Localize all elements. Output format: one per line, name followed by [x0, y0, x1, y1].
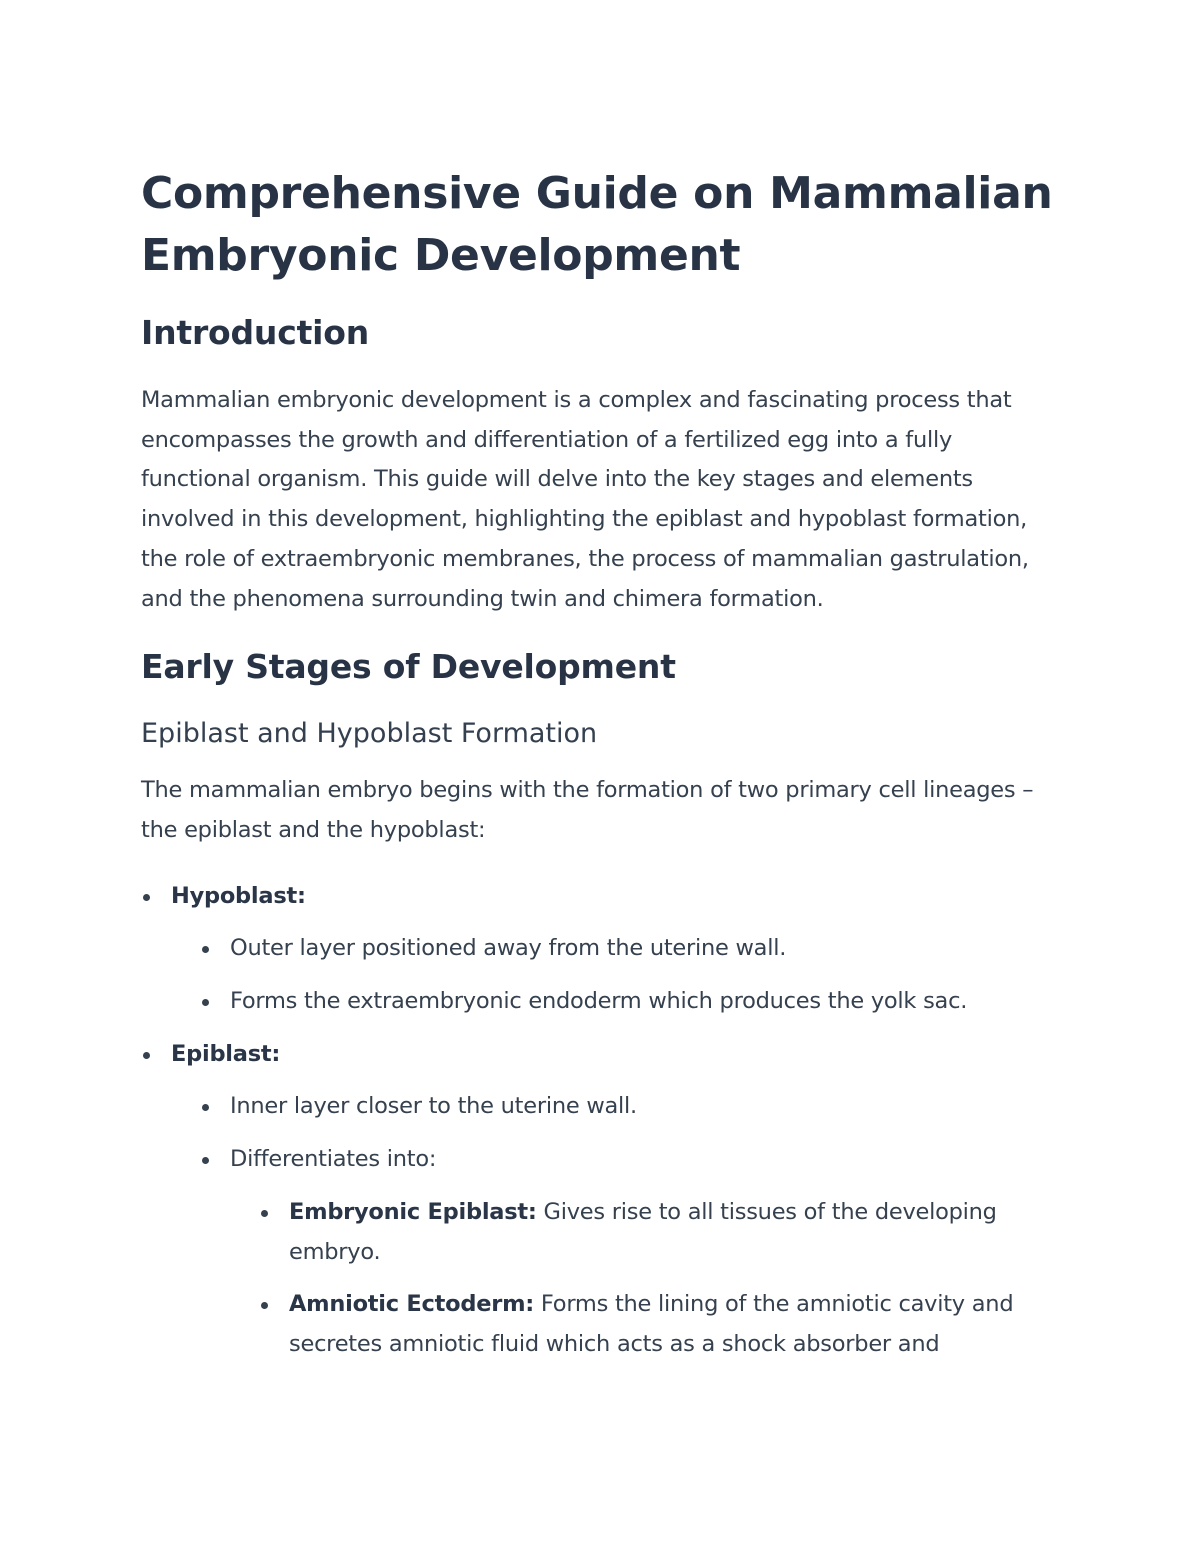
hypoblast-sublist [200, 929, 1061, 1021]
bullet-icon [261, 1302, 268, 1309]
epiblast-sublist [200, 1087, 1061, 1364]
epiblast-hypoblast-heading: Epiblast and Hypoblast Formation [141, 718, 598, 750]
differentiation-sublist [259, 1193, 1061, 1365]
document-content [141, 163, 1061, 1365]
list-item [200, 929, 1061, 969]
document-title: Comprehensive Guide on Mammalian Embryonic Development [141, 168, 1053, 281]
embryonic-epiblast-text: Gives rise to all tissues of the developing embryo. [289, 1198, 997, 1265]
embryonic-epiblast-label: Embryonic Epiblast: [289, 1198, 537, 1225]
list-item [259, 1193, 1061, 1272]
hypoblast-label: Hypoblast: [171, 882, 306, 909]
epiblast-label: Epiblast: [171, 1040, 281, 1067]
bullet-icon [202, 946, 209, 953]
bullet-icon [202, 1157, 209, 1164]
epiblast-hypoblast-paragraph: The mammalian embryo begins with the formation of two primary cell lineages – the epiblast and the hypoblast: [141, 777, 1034, 843]
list-item-hypoblast [141, 877, 1061, 1022]
amniotic-ectoderm-text: Forms the lining of the amniotic cavity and secretes amniotic fluid which acts as a shock absorber and [289, 1291, 1014, 1357]
bullet-icon [261, 1210, 268, 1217]
list-item-text: Differentiates into: [230, 1146, 437, 1173]
bullet-icon [143, 1052, 150, 1059]
early-stages-heading: Early Stages of Development [141, 647, 676, 687]
list-item [200, 982, 1061, 1022]
list-item-text: Inner layer closer to the uterine wall. [230, 1093, 637, 1120]
introduction-paragraph: Mammalian embryonic development is a complex and fascinating process that encompasses the growth and differentiation of a fertilized egg into a fully functional organism. This guide will delve into the key stages and elements involved in this development, highlighting the epiblast and hypoblast formation, the role of extraembryonic membranes, the process of mammalian gastrulation, and the phenomena surrounding twin and chimera formation. [141, 387, 1029, 612]
cell-lineage-list [141, 877, 1061, 1365]
list-item [200, 1087, 1061, 1127]
bullet-icon [143, 894, 150, 901]
amniotic-ectoderm-label: Amniotic Ectoderm: [289, 1291, 535, 1318]
list-item [259, 1285, 1061, 1364]
bullet-icon [202, 999, 209, 1006]
list-item [200, 1140, 1061, 1365]
introduction-heading: Introduction [141, 313, 370, 352]
list-item-text: Outer layer positioned away from the uterine wall. [230, 935, 787, 962]
bullet-icon [202, 1104, 209, 1111]
list-item-epiblast [141, 1035, 1061, 1365]
list-item-text: Forms the extraembryonic endoderm which produces the yolk sac. [230, 988, 968, 1015]
